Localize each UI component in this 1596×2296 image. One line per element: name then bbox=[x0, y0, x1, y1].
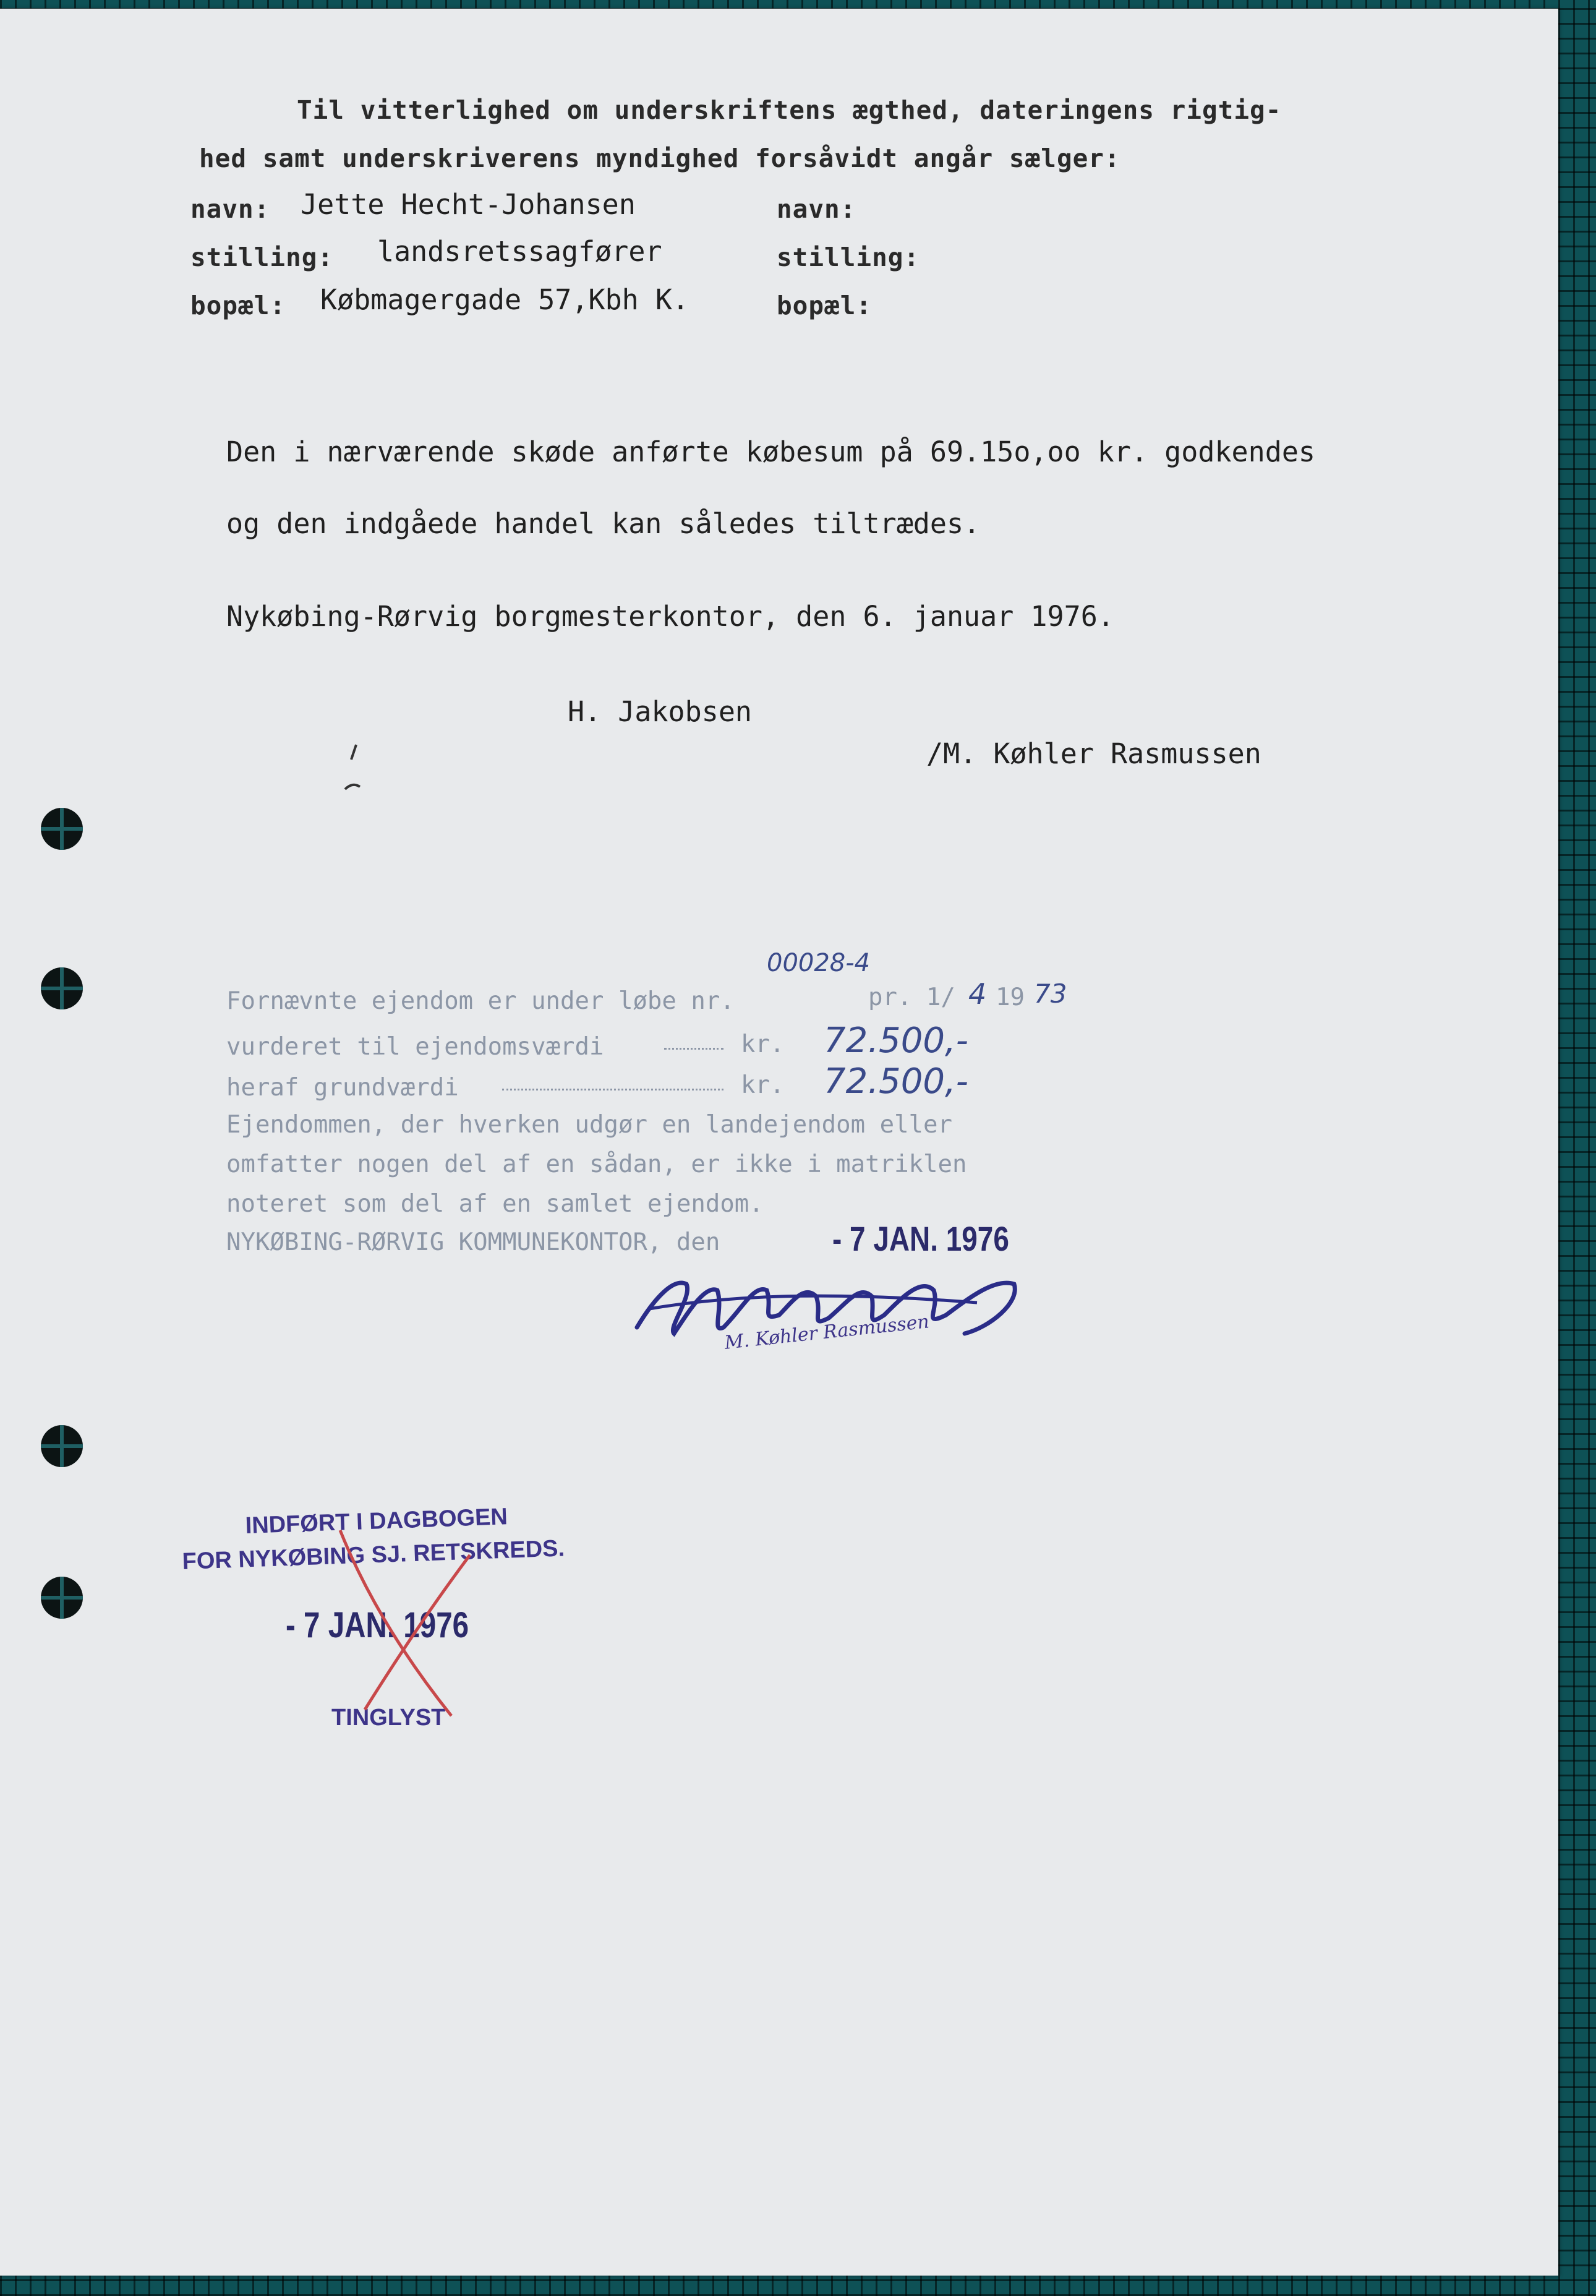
property-line5: omfatter nogen del af en sådan, er ikke i matriklen bbox=[226, 1150, 967, 1178]
property-line3-label: heraf grundværdi bbox=[226, 1074, 459, 1102]
right-position-label: stilling: bbox=[777, 242, 920, 272]
right-address-label: bopæl: bbox=[777, 291, 873, 320]
punch-hole-4 bbox=[41, 1577, 83, 1619]
approval-line2: og den indgåede handel kan således tiltrædes. bbox=[226, 507, 981, 540]
property-line3-kr: kr. bbox=[741, 1071, 785, 1099]
witness-heading-line1: Til vitterlighed om underskriftens ægthed, dateringens rigtig- bbox=[297, 95, 1282, 125]
land-value: 72.500,- bbox=[824, 1061, 968, 1102]
registry-date: - 7 JAN. 1976 bbox=[286, 1605, 469, 1645]
registry-line1: INDFØRT I DAGBOGEN bbox=[245, 1504, 508, 1539]
document-page bbox=[0, 9, 1558, 2276]
property-year-prefix: 19 bbox=[996, 983, 1025, 1011]
property-line7: NYKØBING-RØRVIG KOMMUNEKONTOR, den bbox=[226, 1228, 720, 1256]
left-position-value: landsretssagfører bbox=[377, 235, 662, 268]
left-address-label: bopæl: bbox=[190, 291, 286, 320]
registry-line2: FOR NYKØBING SJ. RETSKREDS. bbox=[182, 1535, 565, 1575]
punch-hole-1 bbox=[41, 808, 83, 850]
witness-heading-line2: hed samt underskriverens myndighed forsåvidt angår sælger: bbox=[199, 144, 1120, 173]
property-stamp-date: - 7 JAN. 1976 bbox=[832, 1219, 1009, 1258]
place-date: Nykøbing-Rørvig borgmesterkontor, den 6. januar 1976. bbox=[226, 600, 1114, 633]
property-line2-label: vurderet til ejendomsværdi bbox=[226, 1033, 604, 1061]
handwritten-month: 4 bbox=[968, 977, 987, 1011]
property-line1-suffix: pr. 1/ bbox=[868, 983, 955, 1011]
left-name-label: navn: bbox=[190, 194, 270, 224]
punch-hole-2 bbox=[41, 967, 83, 1009]
approval-line1: Den i nærværende skøde anførte købesum på 69.15o,oo kr. godkendes bbox=[226, 435, 1315, 468]
property-line2-kr: kr. bbox=[741, 1030, 785, 1058]
handwritten-year: 73 bbox=[1034, 979, 1067, 1009]
property-line6: noteret som del af en samlet ejendom. bbox=[226, 1190, 764, 1218]
dotted-leader-2 bbox=[502, 1076, 723, 1090]
red-cross-mark bbox=[328, 1518, 476, 1728]
property-line1-prefix: Fornævnte ejendom er under løbe nr. bbox=[226, 987, 735, 1015]
dotted-leader-1 bbox=[664, 1035, 723, 1050]
signer1: H. Jakobsen bbox=[568, 695, 753, 728]
property-value: 72.500,- bbox=[824, 1021, 968, 1061]
left-position-label: stilling: bbox=[190, 242, 334, 272]
right-name-label: navn: bbox=[777, 194, 856, 224]
left-name-value: Jette Hecht-Johansen bbox=[301, 188, 636, 221]
registry-status: TINGLYST bbox=[331, 1705, 446, 1731]
signature-name: M. Køhler Rasmussen bbox=[723, 1311, 931, 1354]
signature-scribble bbox=[631, 1259, 1026, 1364]
pen-mark bbox=[339, 739, 376, 800]
handwritten-number: 00028-4 bbox=[767, 949, 871, 977]
property-line4: Ejendommen, der hverken udgør en landejendom eller bbox=[226, 1111, 952, 1139]
signer2: /M. Køhler Rasmussen bbox=[926, 737, 1261, 770]
punch-hole-3 bbox=[41, 1425, 83, 1467]
left-address-value: Købmagergade 57,Kbh K. bbox=[320, 283, 689, 316]
